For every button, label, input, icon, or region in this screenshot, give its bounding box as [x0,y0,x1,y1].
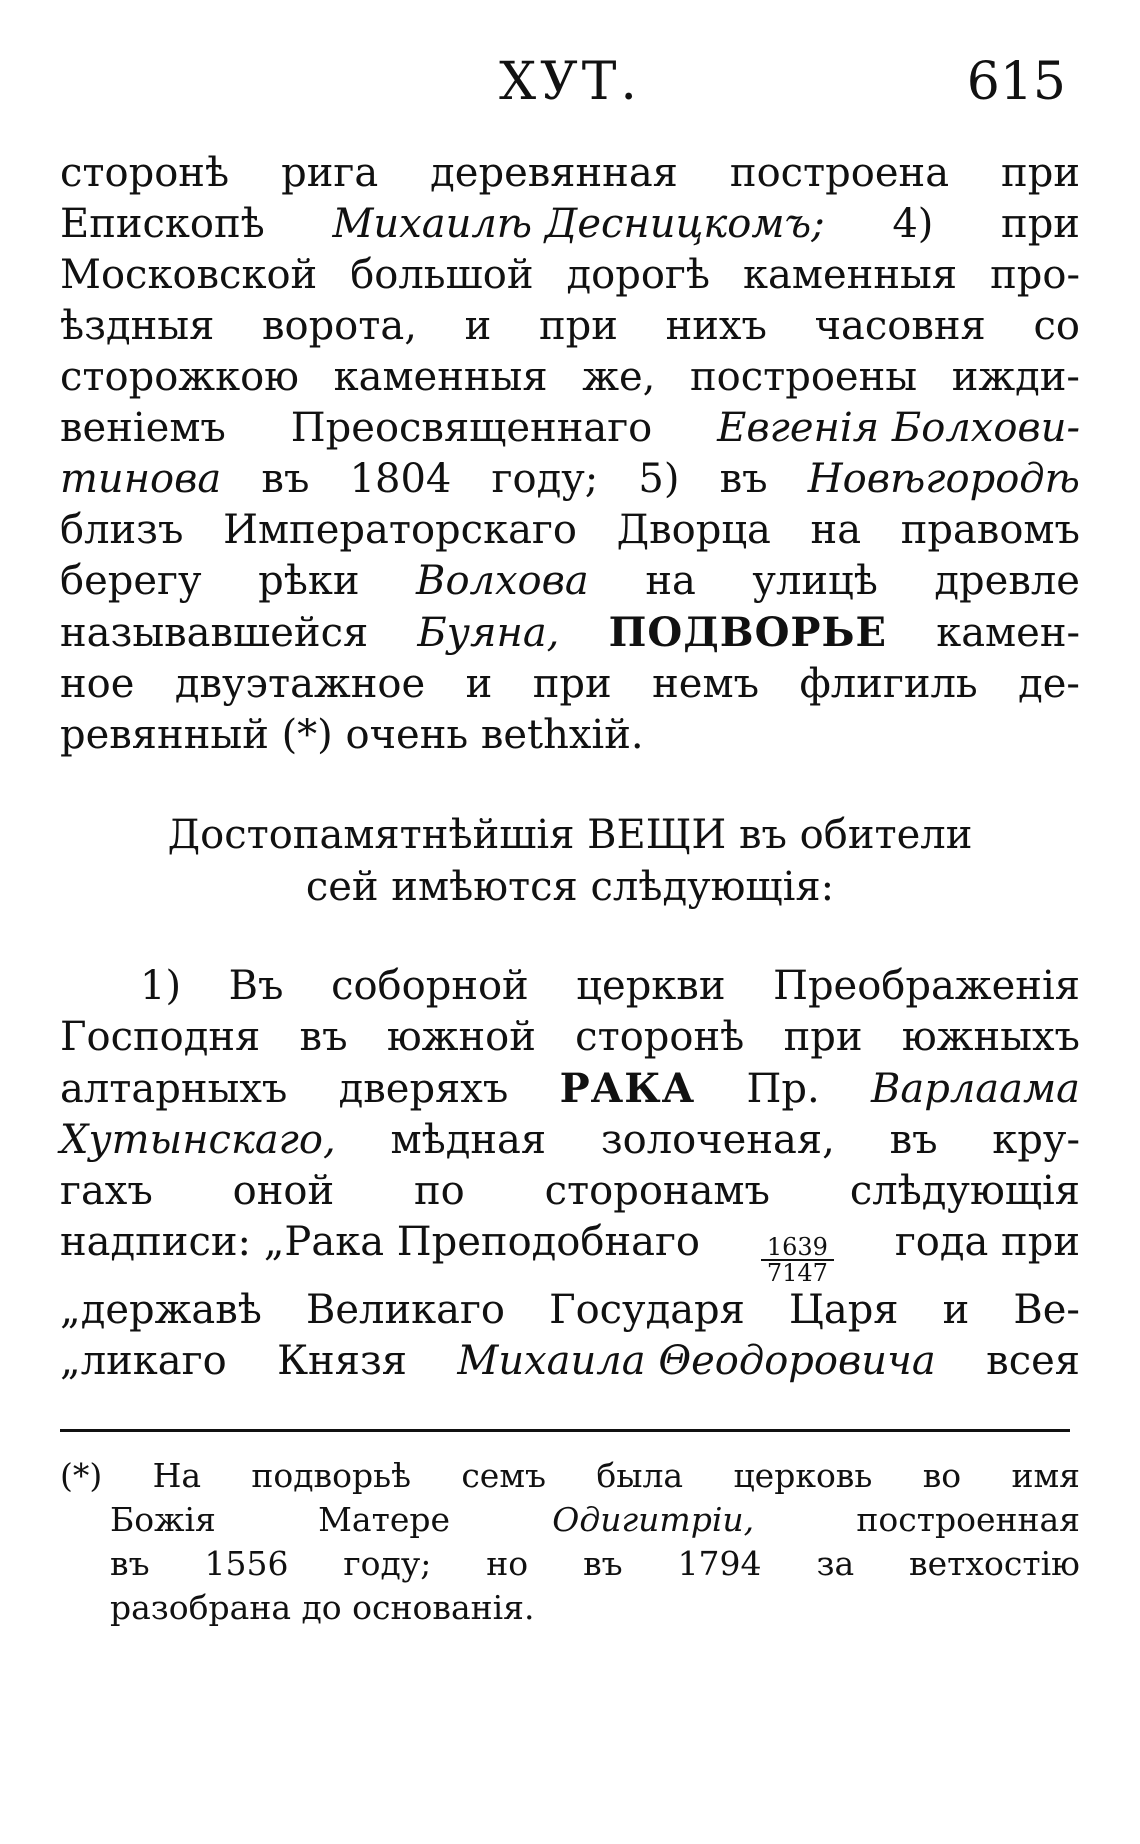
word: при [538,303,618,349]
word: нихъ [665,303,767,349]
word: Одигитріи, [552,1500,755,1539]
word: 5) [638,456,680,502]
word: же, [582,354,656,400]
word: ПОДВОРЬЕ [608,609,887,656]
word: веніемъ [60,405,226,451]
word: рѣки [258,558,360,604]
word: ворота, [261,303,417,349]
word: сторонѣ [575,1014,745,1060]
text-line [60,659,1080,710]
word: флигиль [799,661,978,707]
word: ревянный (*) очень вethхій. [60,712,644,758]
word: большой [350,252,534,298]
word: Императорскаго [223,507,577,553]
word: немъ [652,661,760,707]
word: сторонѣ [60,150,230,196]
text-line [60,1285,1080,1336]
word: Буяна, [417,610,560,656]
word: На [152,1456,202,1495]
word: Хутынскаго, [60,1117,336,1163]
word: гахъ [60,1168,153,1214]
word: дорогѣ [566,252,711,298]
footnote-line [60,1542,1080,1586]
text-line [60,1063,1080,1115]
word: Царя [788,1287,899,1333]
word: Пр. [746,1066,820,1112]
word: 1804 [349,456,452,502]
word: Преосвященнаго [290,405,653,451]
word: каменныя [743,252,958,298]
word: Варлаама [870,1066,1080,1112]
footnote-line [60,1498,1080,1542]
word: году; [343,1544,432,1583]
word: Божія [110,1500,216,1539]
page-header [0,52,1140,122]
text-line [60,250,1080,301]
word: ѣздныя [60,303,215,349]
word: близъ [60,507,184,553]
text-line [60,1012,1080,1063]
word: про- [990,252,1080,298]
word: во [922,1456,962,1495]
page-number: 615 [966,52,1066,112]
word: деревянная [430,150,678,196]
word: Великаго [305,1287,506,1333]
text-line [60,454,1080,505]
word: со [1033,303,1080,349]
word: называвшейся [60,610,369,656]
word: но [486,1544,529,1583]
word: Михаила Θеодоровича [457,1338,936,1384]
text-line [60,1336,1080,1387]
word: Ве- [1013,1287,1080,1333]
word: сторожкою [60,354,300,400]
footnote-line [60,1586,1080,1630]
text-line [60,505,1080,556]
word: сторонамъ [544,1168,770,1214]
word: берегу [60,558,202,604]
word: Дворца [616,507,771,553]
word: соборной [331,963,529,1009]
inscription-cont: года при [894,1219,1080,1265]
word: построена [729,150,950,196]
word: Михаилѣ Десницкомъ; [332,201,825,247]
word: на [645,558,696,604]
text-line [60,1115,1080,1166]
text-line [60,556,1080,607]
word: семъ [461,1456,546,1495]
word: при [783,1014,863,1060]
word: Новѣгородѣ [807,456,1080,502]
word: при [1001,150,1080,196]
word: была [596,1456,684,1495]
word: (*) [60,1456,103,1495]
text-line [60,403,1080,454]
word: и [942,1287,970,1333]
word: кру- [992,1117,1080,1163]
word: южной [386,1014,536,1060]
word: слѣдующія [849,1168,1080,1214]
word: церкви [576,963,726,1009]
footnote [60,1454,1080,1630]
paragraph-1 [60,148,1080,761]
word: всея [986,1338,1080,1384]
word: Государя [549,1287,745,1333]
heading-line-1: Достопамятнѣйшія ВЕЩИ въ обители [167,812,973,858]
word: 1) [140,963,182,1009]
word: Епископѣ [60,201,265,247]
section-heading [60,809,1080,913]
word: правомъ [900,507,1080,553]
word: Волхова [416,558,589,604]
word: Евгенія Болхови- [717,405,1080,451]
word: каменныя [333,354,548,400]
word: камен- [936,610,1080,656]
text-line-with-fraction [60,1217,1080,1285]
word: церковь [733,1456,873,1495]
word: при [532,661,612,707]
word: Преображенія [773,963,1080,1009]
word: 4) [892,201,934,247]
word: въ [110,1544,150,1583]
year-fraction [761,1235,834,1285]
page-body [60,148,1080,1630]
heading-line-2: сей имѣются слѣдующія: [305,864,835,910]
word: ное [60,661,135,707]
word: тинова [60,456,222,502]
inscription-start: надписи: „Рака Преподобнаго [60,1219,700,1265]
list-item-1 [60,961,1080,1387]
word: году; [491,456,599,502]
word: двуэтажное [174,661,426,707]
word: за [816,1544,855,1583]
word: построены [689,354,918,400]
word: по [414,1168,465,1214]
fraction-top: 1639 [761,1235,834,1261]
word: „ликаго [60,1338,227,1384]
word: ижди- [951,354,1080,400]
text-line [60,710,1080,761]
footnote-rule [60,1429,1070,1432]
text-line [60,352,1080,403]
word: мѣдная [390,1117,547,1163]
word: ветхостію [909,1544,1080,1583]
text-line [60,199,1080,250]
word: въ [261,456,310,502]
word: часовня [814,303,986,349]
word: дверяхъ [338,1066,509,1112]
word: Господня [60,1014,261,1060]
word: оной [232,1168,335,1214]
word: 1794 [677,1544,762,1583]
word: и [465,661,493,707]
footnote-last-text: разобрана до основанія. [110,1588,535,1627]
word: Московской [60,252,318,298]
text-line [60,961,1080,1012]
word: „державѣ [60,1287,262,1333]
text-line [60,301,1080,352]
word: улицѣ [752,558,878,604]
word: РАКА [559,1065,696,1112]
word: въ [583,1544,623,1583]
text-line [60,1166,1080,1217]
word: Князя [277,1338,407,1384]
word: южныхъ [901,1014,1080,1060]
running-head: ХУТ. [499,52,641,112]
word: Въ [228,963,284,1009]
text-line [60,607,1080,659]
footnote-line [60,1454,1080,1498]
word: древле [934,558,1080,604]
word: въ [299,1014,348,1060]
word: золоченая, [600,1117,835,1163]
word: на [810,507,862,553]
text-line [60,148,1080,199]
word: де- [1018,661,1080,707]
word: построенная [856,1500,1080,1539]
word: въ [889,1117,938,1163]
word: въ [719,456,768,502]
word: при [1001,201,1080,247]
word: Матере [318,1500,451,1539]
word: имя [1011,1456,1080,1495]
word: рига [281,150,379,196]
word: подворьѣ [251,1456,411,1495]
word: алтарныхъ [60,1066,288,1112]
fraction-bottom: 7147 [766,1259,828,1287]
word: и [464,303,492,349]
word: 1556 [204,1544,289,1583]
